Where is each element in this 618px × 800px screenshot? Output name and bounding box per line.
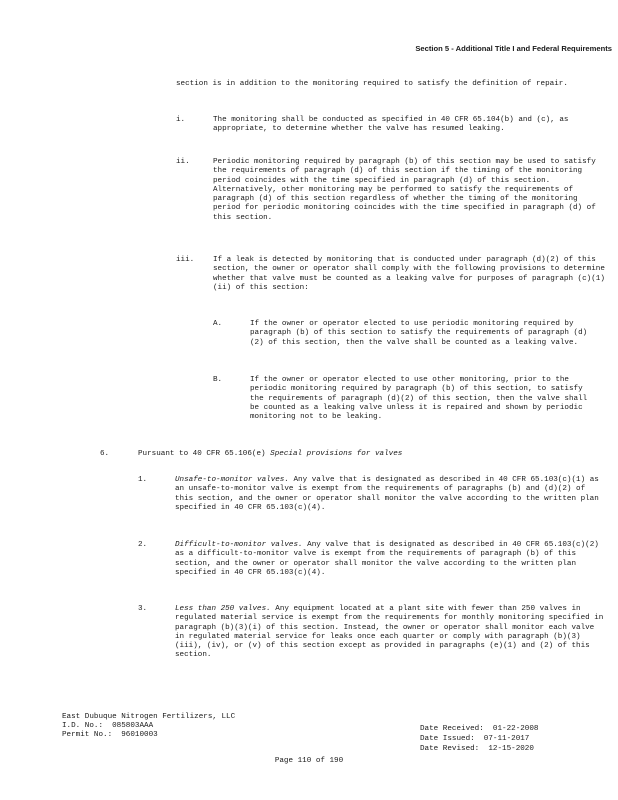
- item-2-text: Any valve that is designated as described in 40 CFR 65.103(c)(2) as a difficult-to-monitor valve is exempt from the requirements of paragraph (b) of this section, and the owner or operator shall monitor the valve according to the written plan specified in 40 CFR 65.103(c)(4).: [175, 541, 604, 577]
- item-iii-text: If a leak is detected by monitoring that is conducted under paragraph (d)(2) of this section, the owner or operator shall comply with the following provisions to determine whether that valve must be counted as a leaking valve for purposes of paragraph (c)(1)(ii) of this section:: [213, 256, 610, 292]
- item-2-body: [175, 541, 607, 578]
- footer-id-number: I.D. No.: 085803AAA: [62, 722, 154, 730]
- section-6-heading-text: Pursuant to 40 CFR 65.106(e): [138, 450, 266, 458]
- page-number: Page 110 of 190: [274, 757, 344, 765]
- item-iii-label: iii.: [176, 256, 195, 264]
- item-3-label: 3.: [138, 605, 148, 613]
- footer-company: East Dubuque Nitrogen Fertilizers, LLC: [62, 713, 236, 721]
- item-ii-text: Periodic monitoring required by paragraph (b) of this section may be used to satisfy the requirements of paragraph (d) of this section if the timing of the monitoring period coincides with the time specified in paragraph (d) of this section. Alternatively, other monitoring may be performed to satisfy the requirements of paragraph (d) of this section regardless of whether the timing of the monitoring period for periodic monitoring coincides with the time specified in paragraph (d) of this section.: [213, 158, 601, 222]
- item-3-body: [175, 605, 607, 661]
- item-2-title: Difficult-to-monitor valves.: [175, 541, 303, 549]
- footer-date-issued: Date Issued: 07-11-2017: [420, 735, 530, 743]
- item-3-text: Any equipment located at a plant site with fewer than 250 valves in regulated material service is exempt from the requirements for monthly monitoring specified in paragraph (b)(3)(i) of this section. Instead, the owner or operator shall monitor each valve in regulated material service for leaks once each quarter or comply with paragraph (b)(3)(iii), (iv), or (v) of this section except as provided in paragraphs (e)(1) and (2) of this section.: [175, 605, 608, 660]
- footer-permit-number: Permit No.: 96010003: [62, 731, 158, 739]
- item-1-title: Unsafe-to-monitor valves.: [175, 476, 289, 484]
- item-b-text: If the owner or operator elected to use other monitoring, prior to the periodic monitoring required by paragraph (b) of this section, to satisfy the requirements of paragraph (d)(2) of this section, then the valve shall be counted as a leaking valve unless it is repaired and shown by periodic monitoring not to be leaking.: [250, 376, 592, 422]
- item-3-title: Less than 250 valves.: [175, 605, 271, 613]
- section-6-heading: [138, 450, 402, 459]
- item-a-label: A.: [213, 320, 223, 328]
- section-6-heading-italic: Special provisions for valves: [270, 450, 403, 458]
- item-1-label: 1.: [138, 476, 148, 484]
- item-ii-label: ii.: [176, 158, 190, 166]
- item-i-label: i.: [176, 116, 186, 124]
- item-1-text: Any valve that is designated as described in 40 CFR 65.103(c)(1) as an unsafe-to-monitor valve is exempt from the requirements of paragraphs (b) and (d)(2) of this section, and the owner or operator shall monitor the valve according to the written plan specified in 40 CFR 65.103(c)(4).: [175, 476, 604, 512]
- item-a-text: If the owner or operator elected to use periodic monitoring required by paragraph (b) of this section to satisfy the requirements of paragraph (d)(2) of this section, then the valve shall be counted as a leaking valve.: [250, 320, 588, 347]
- section-6-label: 6.: [100, 450, 110, 458]
- item-2-label: 2.: [138, 541, 148, 549]
- footer-date-received: Date Received: 01-22-2008: [420, 725, 539, 733]
- section-header: Section 5 - Additional Title I and Federal Requirements: [415, 44, 612, 53]
- item-b-label: B.: [213, 376, 223, 384]
- footer-date-revised: Date Revised: 12-15-2020: [420, 745, 534, 753]
- item-1-body: [175, 476, 607, 513]
- item-i-text: The monitoring shall be conducted as specified in 40 CFR 65.104(b) and (c), as appropriate, to determine whether the valve has resumed leaking.: [213, 116, 574, 134]
- intro-paragraph: section is in addition to the monitoring required to satisfy the definition of repair.: [176, 80, 568, 88]
